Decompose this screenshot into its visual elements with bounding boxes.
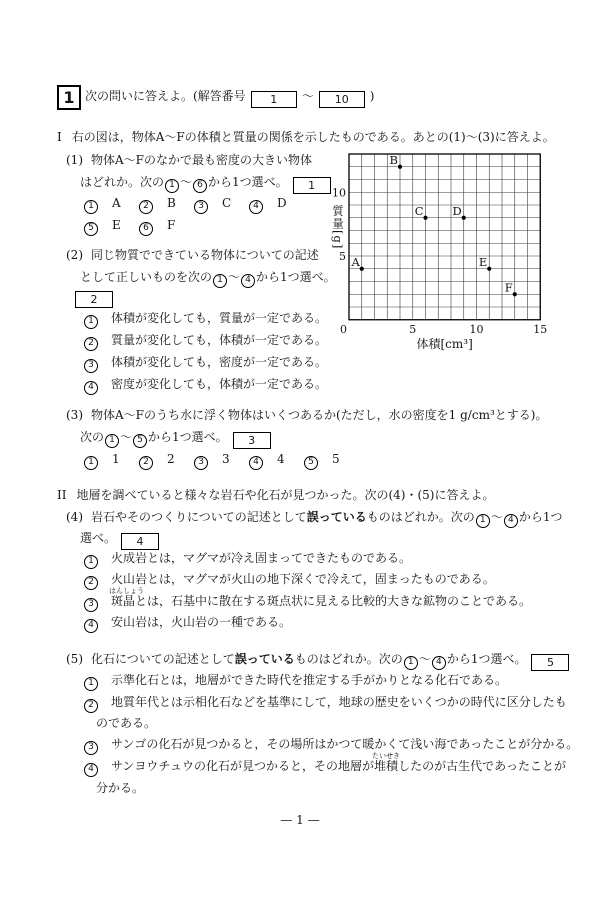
- q5-text1-pre: 化石についての記述として: [91, 652, 235, 666]
- svg-text:体積[cm³]: 体積[cm³]: [416, 336, 473, 351]
- volume-mass-scatter-plot: [333, 146, 547, 355]
- scatter-chart-svg: [333, 146, 547, 352]
- circled-option-number: 3: [84, 359, 98, 373]
- q1-option-6[interactable]: [138, 218, 193, 236]
- option-text: 体積が変化しても，質量が一定である。: [111, 311, 328, 325]
- option-text: サンヨウチュウの化石が見つかると，その地層が: [111, 759, 375, 773]
- option-text-continuation: のである。: [96, 716, 157, 730]
- svg-text:5: 5: [409, 322, 417, 336]
- option-text: 質量が変化しても，体積が一定である。: [111, 333, 328, 347]
- q1-options-row1: [83, 196, 303, 214]
- q2-text1: 同じ物質でできている物体についての記述: [91, 248, 319, 262]
- q1-option-3[interactable]: [193, 196, 248, 214]
- tilde: ～: [180, 175, 193, 189]
- q1-option-4[interactable]: [248, 196, 303, 214]
- q4-option-1[interactable]: [83, 551, 411, 569]
- circled-option-number: 4: [84, 763, 98, 777]
- q5-text1-post: から1つ選べ。: [446, 652, 527, 666]
- q2-option-3[interactable]: [83, 355, 327, 373]
- q1-line1: [66, 153, 312, 168]
- circled-option-number: 2: [139, 456, 153, 470]
- option-text: サンゴの化石が見つかると，その場所はかつて暖かくて浅い海であったことが分かる。: [111, 737, 579, 751]
- option-text: 示準化石とは，地層ができた時代を推定する手がかりとなる化石である。: [111, 673, 508, 687]
- q1-answer-box: 1: [293, 177, 331, 194]
- q1-option-1[interactable]: [83, 196, 138, 214]
- circled-option-number: 6: [193, 179, 207, 193]
- circled-option-number: 4: [249, 200, 263, 214]
- option-text: E: [112, 218, 121, 232]
- q5-option-1[interactable]: [83, 673, 507, 691]
- circled-option-number: 4: [504, 514, 518, 528]
- q1-text1: 物体A～Fのなかで最も密度の大きい物体: [91, 153, 312, 167]
- q2-line2: [80, 270, 336, 288]
- q5-option-4[interactable]: [83, 752, 566, 777]
- q5-line1: [66, 652, 574, 671]
- q5-option-2[interactable]: [83, 695, 567, 713]
- ruby-base: 堆積: [374, 759, 399, 773]
- tilde: ～: [228, 270, 241, 284]
- big-question-number: 1: [57, 85, 81, 110]
- section1-intro-text: 右の図は，物体A～Fの体積と質量の関係を示したものである。あとの(1)～(3)に答えよ。: [71, 130, 555, 144]
- circled-option-number: 4: [249, 456, 263, 470]
- q4-option-4[interactable]: [83, 615, 291, 633]
- q1-line2: [80, 175, 336, 194]
- furigana: たいせき: [372, 752, 401, 760]
- tilde: ～: [490, 510, 503, 524]
- svg-text:5: 5: [339, 250, 346, 263]
- q1-option-5[interactable]: [83, 218, 138, 236]
- circled-option-number: 4: [84, 381, 98, 395]
- q2-label: (2): [66, 248, 83, 262]
- option-text: 火山岩とは，マグマが火山の地下深くで冷えて，固まったものである。: [111, 572, 495, 586]
- circled-option-number: 1: [84, 315, 98, 329]
- q4-line1: [66, 510, 562, 528]
- circled-option-number: 1: [213, 274, 227, 288]
- q3-option-2[interactable]: [138, 452, 193, 470]
- option-text: D: [277, 196, 287, 210]
- q4-text1-bold: 誤っている: [306, 510, 367, 524]
- circled-option-number: 1: [84, 200, 98, 214]
- q4-text1-mid: ものはどれか。次の: [366, 510, 475, 524]
- q4-text1-post: から1つ: [518, 510, 563, 524]
- option-text: 3: [222, 452, 230, 466]
- page-number: — 1 —: [280, 813, 320, 827]
- option-text: 火成岩とは，マグマが冷え固まってできたものである。: [111, 551, 412, 565]
- ruby-base: 斑晶: [111, 594, 136, 608]
- option-text: C: [222, 196, 232, 210]
- circled-option-number: 1: [165, 179, 179, 193]
- q4-line2: [80, 531, 164, 550]
- furigana: はんしょう: [109, 587, 144, 595]
- q3-line2: [80, 430, 276, 449]
- svg-text:0: 0: [340, 322, 347, 336]
- q3-option-5[interactable]: [303, 452, 358, 470]
- q2-text2-pre: として正しいものを次の: [80, 270, 213, 284]
- q4-option-2[interactable]: [83, 572, 495, 590]
- q5-text1-bold: 誤っている: [234, 652, 295, 666]
- circled-option-number: 6: [139, 222, 153, 236]
- section1-numeral: I: [57, 130, 62, 144]
- circled-option-number: 3: [194, 456, 208, 470]
- circled-option-number: 4: [84, 619, 98, 633]
- q5-option-2-continuation: [96, 716, 156, 731]
- q3-text2-pre: 次の: [80, 430, 105, 444]
- circled-option-number: 5: [133, 434, 147, 448]
- tilde: ～: [418, 652, 431, 666]
- q3-option-1[interactable]: [83, 452, 138, 470]
- q4-answer-box: 4: [121, 533, 159, 550]
- circled-option-number: 4: [241, 274, 255, 288]
- section1-intro: [57, 130, 555, 145]
- tilde: ～: [120, 430, 133, 444]
- header-close-paren: ): [369, 89, 375, 103]
- circled-option-number: 3: [84, 741, 98, 755]
- option-text: A: [112, 196, 121, 210]
- answer-range-start-box: 1: [251, 91, 297, 108]
- q3-options-row: [83, 452, 358, 470]
- q5-option-3[interactable]: [83, 737, 578, 755]
- section2-intro: [57, 488, 494, 503]
- q5-label: (5): [66, 652, 83, 666]
- q5-option-4-continuation: [96, 781, 144, 796]
- circled-option-number: 3: [84, 598, 98, 612]
- circled-option-number: 1: [84, 677, 98, 691]
- q5-text1-mid: ものはどれか。次の: [294, 652, 403, 666]
- q2-option-1[interactable]: [83, 311, 327, 329]
- option-text: 地質年代とは示相化石などを基準にして，地球の歴史をいくつかの時代に区分したも: [111, 695, 567, 709]
- q1-text2-post: から1つ選べ。: [208, 175, 288, 189]
- q2-answer-line: [75, 289, 113, 308]
- q1-text2-pre: はどれか。次の: [80, 175, 165, 189]
- svg-text:E: E: [478, 254, 488, 269]
- option-text: B: [167, 196, 176, 210]
- answer-range-end-box: 10: [319, 91, 365, 108]
- circled-option-number: 5: [304, 456, 318, 470]
- range-tilde: ～: [301, 89, 314, 103]
- q3-answer-box: 3: [233, 432, 271, 449]
- circled-option-number: 1: [84, 456, 98, 470]
- circled-option-number: 2: [139, 200, 153, 214]
- q3-option-4[interactable]: [248, 452, 303, 470]
- section2-numeral: II: [57, 488, 67, 502]
- svg-text:B: B: [389, 152, 398, 167]
- option-text: 1: [112, 452, 120, 466]
- q1-options-row2: [83, 218, 193, 236]
- q4-label: (4): [66, 510, 83, 524]
- circled-option-number: 2: [84, 576, 98, 590]
- svg-text:15: 15: [533, 322, 547, 336]
- q1-option-2[interactable]: [138, 196, 193, 214]
- q2-option-2[interactable]: [83, 333, 327, 351]
- option-text: 体積が変化しても，密度が一定である。: [111, 355, 328, 369]
- svg-text:10: 10: [469, 322, 484, 336]
- circled-option-number: 1: [476, 514, 490, 528]
- circled-option-number: 3: [194, 200, 208, 214]
- svg-text:D: D: [452, 203, 462, 218]
- q2-option-4[interactable]: [83, 377, 327, 395]
- option-text-continuation: 分かる。: [96, 781, 145, 795]
- svg-text:C: C: [414, 203, 424, 218]
- circled-option-number: 1: [105, 434, 119, 448]
- option-text: 5: [332, 452, 340, 466]
- q4-text1-pre: 岩石やそのつくりについての記述として: [91, 510, 307, 524]
- circled-option-number: 2: [84, 699, 98, 713]
- q3-text2-post: から1つ選べ。: [148, 430, 228, 444]
- chart-y-axis-label: 質量[g]: [331, 205, 345, 250]
- q3-line1: [66, 408, 547, 423]
- option-text: 4: [277, 452, 285, 466]
- q2-line1: [66, 248, 319, 263]
- q1-label: (1): [66, 153, 83, 167]
- svg-text:F: F: [504, 280, 513, 295]
- q2-text2-post: から1つ選べ。: [256, 270, 336, 284]
- q4-option-3[interactable]: [83, 587, 532, 612]
- q3-option-3[interactable]: [193, 452, 248, 470]
- circled-option-number: 4: [432, 656, 446, 670]
- ruby-hanshou: [109, 587, 144, 608]
- circled-option-number: 1: [84, 555, 98, 569]
- option-text: F: [167, 218, 176, 232]
- header-instruction: [85, 89, 374, 108]
- q4-text2: 選べ。: [80, 531, 117, 545]
- svg-text:10: 10: [333, 186, 346, 200]
- q5-answer-box: 5: [531, 654, 569, 671]
- circled-option-number: 1: [404, 656, 418, 670]
- q2-answer-box: 2: [75, 291, 113, 308]
- circled-option-number: 5: [84, 222, 98, 236]
- svg-text:A: A: [351, 254, 360, 269]
- ruby-taiseki: [372, 752, 401, 773]
- option-text: したのが古生代であったことが: [398, 759, 566, 773]
- option-text: 2: [167, 452, 175, 466]
- option-text: 安山岩は，火山岩の一種である。: [111, 615, 292, 629]
- section2-intro-text: 地層を調べていると様々な岩石や化石が見つかった。次の(4)・(5)に答えよ。: [76, 488, 495, 502]
- option-text: 密度が変化しても，体積が一定である。: [111, 377, 328, 391]
- q3-label: (3): [66, 408, 83, 422]
- option-text: とは，石基中に散在する斑点状に見える比較的大きな鉱物のことである。: [135, 594, 532, 608]
- header-text: 次の問いに答えよ。(解答番号: [85, 89, 246, 103]
- q3-text1: 物体A～Fのうち水に浮く物体はいくつあるか(ただし，水の密度を1 g/cm³とする)。: [91, 408, 548, 422]
- circled-option-number: 2: [84, 337, 98, 351]
